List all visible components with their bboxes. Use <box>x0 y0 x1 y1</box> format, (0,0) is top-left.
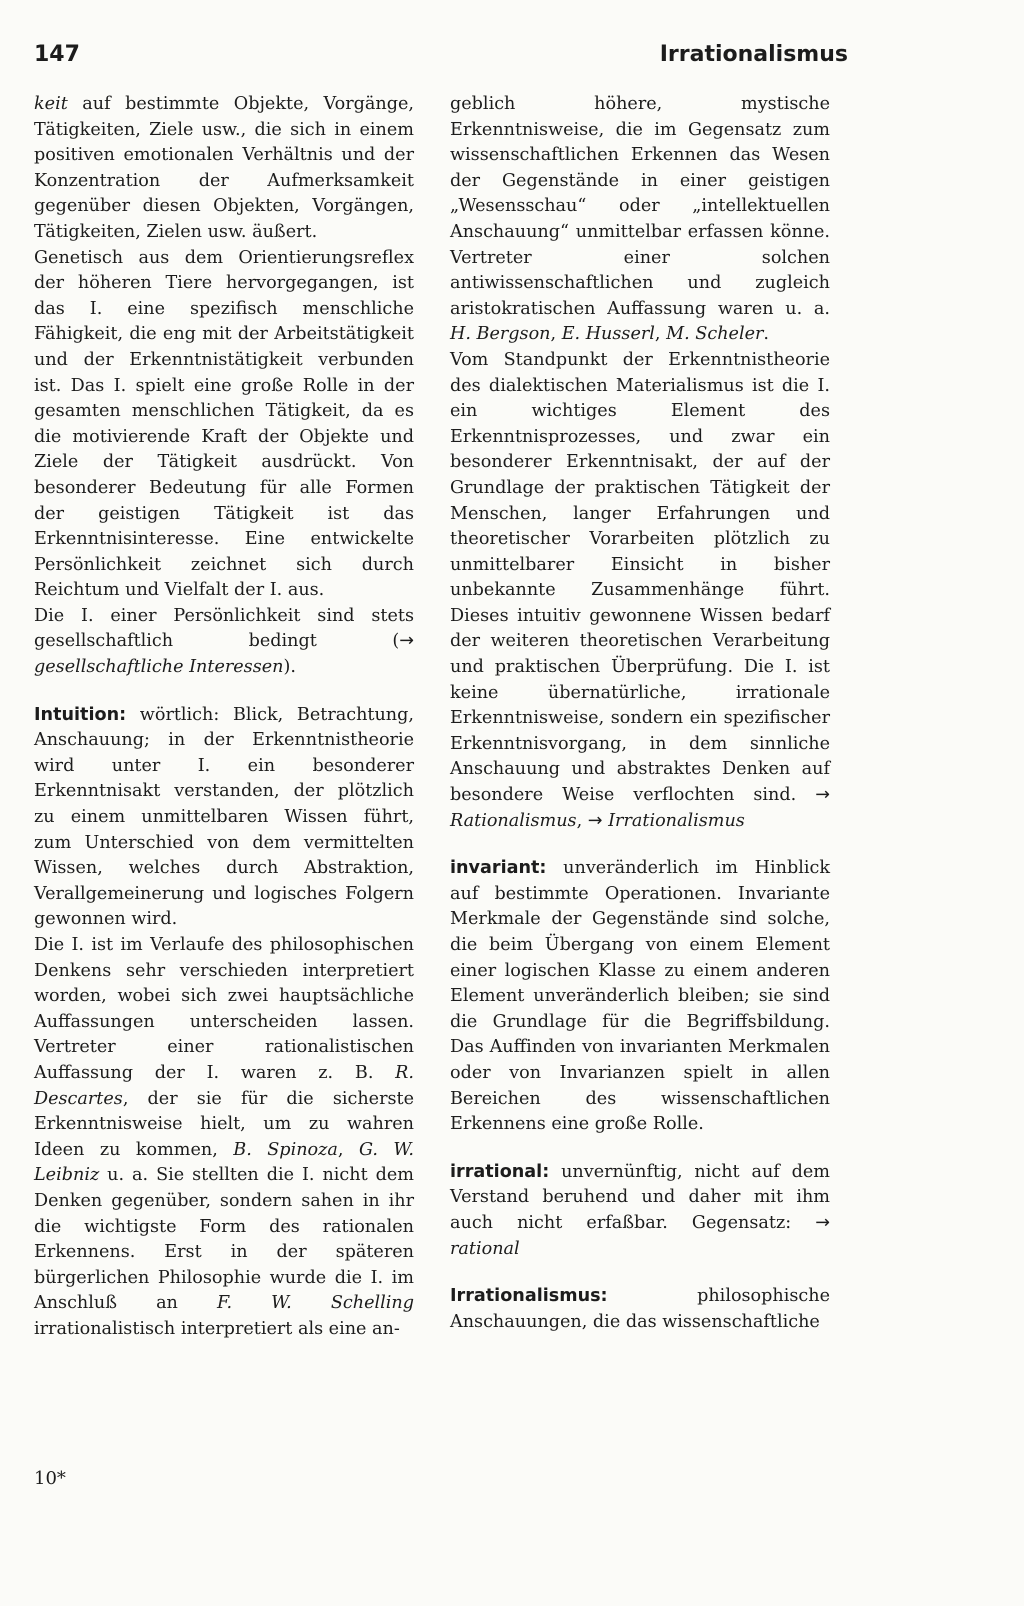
person-name: B. Spinoza <box>233 1139 338 1160</box>
text-run: wörtlich: Blick, Betrachtung, Anschauung; in der Erkenntnistheorie wird unter I. ein besonderer Erkenntnisakt verstanden, der plötzlich zu einem unmittelbaren Wissen führt, zum Unterschied von dem vermittelten Wissen, welches durch Abstraktion, Verallgemeinerung und logisches Folgern gewonnen wird. <box>34 704 414 930</box>
person-name: M. Scheler <box>666 324 764 345</box>
entry-intuition <box>34 703 414 933</box>
paragraph-intuition-cont <box>450 92 830 348</box>
text-run: unveränderlich im Hinblick auf bestimmte Operationen. Invariante Merkmale der Gegenstände sind solche, die beim Übergang von einem Element einer logischen Klasse zu einem anderen Element unveränderlich bleiben; sie sind die Grundlage für die Begriffsbildung. Das Auffinden von invarianten Merkmalen oder von Invarianzen spielt in allen Bereichen des wissenschaftlichen Erkennens eine große Rolle. <box>450 858 830 1135</box>
lemma-irrationalismus: Irrationalismus: <box>450 1286 608 1307</box>
text-run: Die I. einer Persönlichkeit sind stets gesellschaftlich bedingt ( <box>34 605 414 652</box>
person-name: F. W. Schelling <box>217 1293 414 1314</box>
entry-invariant <box>450 856 830 1138</box>
person-name: E. Husserl <box>561 324 655 345</box>
signature-mark: 10* <box>34 1468 66 1489</box>
cross-reference-arrow-icon: → <box>587 810 603 831</box>
running-head: Irrationalismus <box>659 42 848 67</box>
italic-fragment: keit <box>34 94 68 114</box>
person-name: G. W. Leibniz <box>34 1139 415 1186</box>
cross-reference: Irrationalismus <box>602 810 745 831</box>
text-run: , <box>337 1139 359 1160</box>
text-run: u. a. Sie stellten die I. nicht dem Denken gegenüber, sondern sahen in ihr die wichtigste Form des rationalen Erkennens. Erst in der späteren bürgerlichen Philosophie wurde die I. im Anschluß an <box>34 1165 414 1314</box>
text-run: . <box>763 324 769 345</box>
paragraph-gesellschaftlich <box>34 604 414 681</box>
cross-reference-arrow-icon: → <box>399 631 414 652</box>
paragraph-interesse-end <box>34 92 414 246</box>
cross-reference: gesellschaftliche Interessen <box>34 657 284 678</box>
person-name: H. Bergson <box>450 324 551 345</box>
text-run: geblich höhere, mystische Erkenntnisweise, die im Gegensatz zum wissenschaftlichen Erkennen das Wesen der Gegenstände in einer geistigen „Wesensschau“ oder „intellektuellen Anschauung“ unmittelbar erfassen könne. Vertreter einer solchen antiwissenschaftlichen und zugleich aristokratischen Auffassung waren u. a. <box>450 94 830 319</box>
text-run: , der sie für die sicherste Erkenntnisweise hielt, um zu wahren Ideen zu kommen, <box>34 1088 414 1160</box>
page-number: 147 <box>34 42 80 67</box>
text-run: Die I. ist im Verlaufe des philosophischen Denkens sehr verschieden interpretiert worden, wobei sich zwei hauptsächliche Auffassungen unterscheiden lassen. Vertreter einer rationalistischen Auffassung der I. waren z. B. <box>34 935 414 1083</box>
cross-reference: Rationalismus <box>450 810 577 831</box>
lemma-invariant: invariant: <box>450 858 547 879</box>
text-run: ). <box>283 657 296 678</box>
entry-irrationalismus <box>450 1284 830 1335</box>
paragraph-dialektisch <box>450 348 830 834</box>
text-run: irrationalistisch interpretiert als eine an- <box>34 1318 400 1339</box>
entry-irrational <box>450 1160 830 1262</box>
paragraph-intuition-history <box>34 933 414 1343</box>
text-run: , <box>576 810 588 831</box>
text-run: unvernünftig, nicht auf dem Verstand beruhend und daher mit ihm auch nicht erfaßbar. Gegensatz: <box>450 1161 830 1233</box>
paragraph-genetisch: Genetisch aus dem Orientierungsreflex der höheren Tiere hervorgegangen, ist das I. eine spezifisch menschliche Fähigkeit, die eng mit der Arbeitstätigkeit und der Erkenntnistätigkeit verbunden ist. Das I. spielt eine große Rolle in der gesamten menschlichen Tätigkeit, da es die motivierende Kraft der Objekte und Ziele der Tätigkeit ausdrückt. Von besonderer Bedeutung für alle Formen der geistigen Tätigkeit ist das Erkenntnisinteresse. Eine entwickelte Persönlichkeit zeichnet sich durch Reichtum und Vielfalt der I. aus. <box>34 247 414 601</box>
text-run: , <box>654 324 667 345</box>
cross-reference-arrow-icon: → <box>815 1212 830 1233</box>
left-column <box>34 92 414 1343</box>
lemma-irrational: irrational: <box>450 1161 550 1182</box>
cross-reference-arrow-icon: → <box>815 785 830 806</box>
text-run: auf bestimmte Objekte, Vorgänge, Tätigkeiten, Ziele usw., die sich in einem positiven emotionalen Verhältnis und der Konzentration der Aufmerksamkeit gegenüber diesen Objekten, Vorgängen, Tätigkeiten, Zielen usw. äußert. <box>34 94 414 242</box>
text-run: , <box>550 324 562 345</box>
person-name: R. Descartes <box>34 1062 414 1109</box>
lemma-intuition: Intuition: <box>34 704 127 725</box>
text-run: Vom Standpunkt der Erkenntnistheorie des dialektischen Materialismus ist die I. ein wichtiges Element des Erkenntnisprozesses, und zwar ein besonderer Erkenntnisakt, der auf der Grundlage der praktischen Tätigkeit der Menschen, langer Erfahrungen und theoretischer Vorarbeiten plötzlich zu unmittelbarer Einsicht in bisher unbekannte Zusammenhänge führt. Dieses intuitiv gewonnene Wissen bedarf der weiteren theoretischen Verarbeitung und praktischen Überprüfung. Die I. ist keine übernatürliche, irrationale Erkenntnisweise, sondern ein spezifischer Erkenntnisvorgang, in dem sinnliche Anschauung und abstraktes Denken auf besondere Weise verflochten sind. <box>450 349 830 806</box>
cross-reference: rational <box>450 1238 520 1259</box>
text-run: philosophische Anschauungen, die das wissenschaftliche <box>450 1286 830 1332</box>
right-column <box>450 92 830 1335</box>
